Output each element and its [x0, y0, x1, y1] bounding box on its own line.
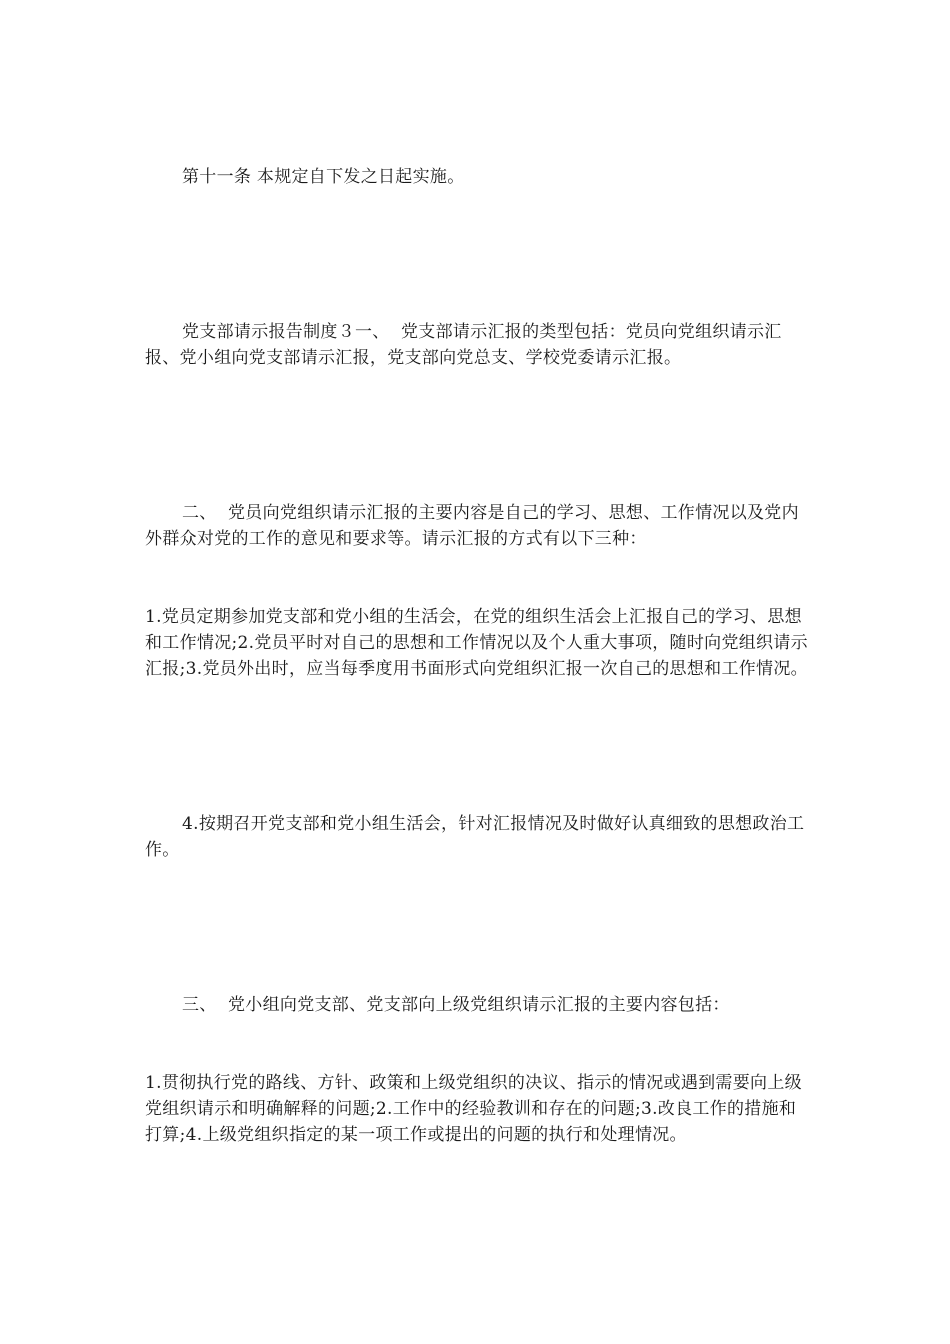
paragraph-line: 第十一条 本规定自下发之日起实施。 [182, 167, 465, 187]
paragraph-regular-meetings [145, 759, 810, 915]
paragraph-line: 二、 党员向党组织请示汇报的主要内容是自己的学习、思想、工作情况以及党内外群众对党的工作的意见和要求等。请示汇报的方式有以下三种： [145, 503, 799, 549]
document-body [145, 112, 810, 1225]
paragraph-line: 1.贯彻执行党的路线、方针、政策和上级党组织的决议、指示的情况或遇到需要向上级党组织请示和明确解释的问题;2.工作中的经验教训和存在的问题;3.改良工作的措施和打算;4.上级党组织指定的某一项工作或提出的问题的执行和处理情况。 [145, 1073, 802, 1145]
paragraph-line: 4.按期召开党支部和党小组生活会，针对汇报情况及时做好认真细致的思想政治工作。 [145, 814, 805, 860]
paragraph-group-report-content [145, 940, 810, 1200]
paragraph-article-eleven [145, 112, 810, 242]
paragraph-line: 三、 党小组向党支部、党支部向上级党组织请示汇报的主要内容包括： [182, 995, 730, 1015]
paragraph-line: 党支部请示报告制度３一、 党支部请示汇报的类型包括：党员向党组织请示汇报、党小组向党支部请示汇报，党支部向党总支、学校党委请示汇报。 [145, 322, 782, 368]
paragraph-member-report-content [145, 448, 810, 734]
paragraph-line: 1.党员定期参加党支部和党小组的生活会，在党的组织生活会上汇报自己的学习、思想和工作情况;2.党员平时对自己的思想和工作情况以及个人重大事项，随时向党组织请示汇报;3.党员外出时，应当每季度用书面形式向党组织汇报一次自己的思想和工作情况。 [145, 607, 808, 679]
paragraph-request-report-types [145, 267, 810, 423]
